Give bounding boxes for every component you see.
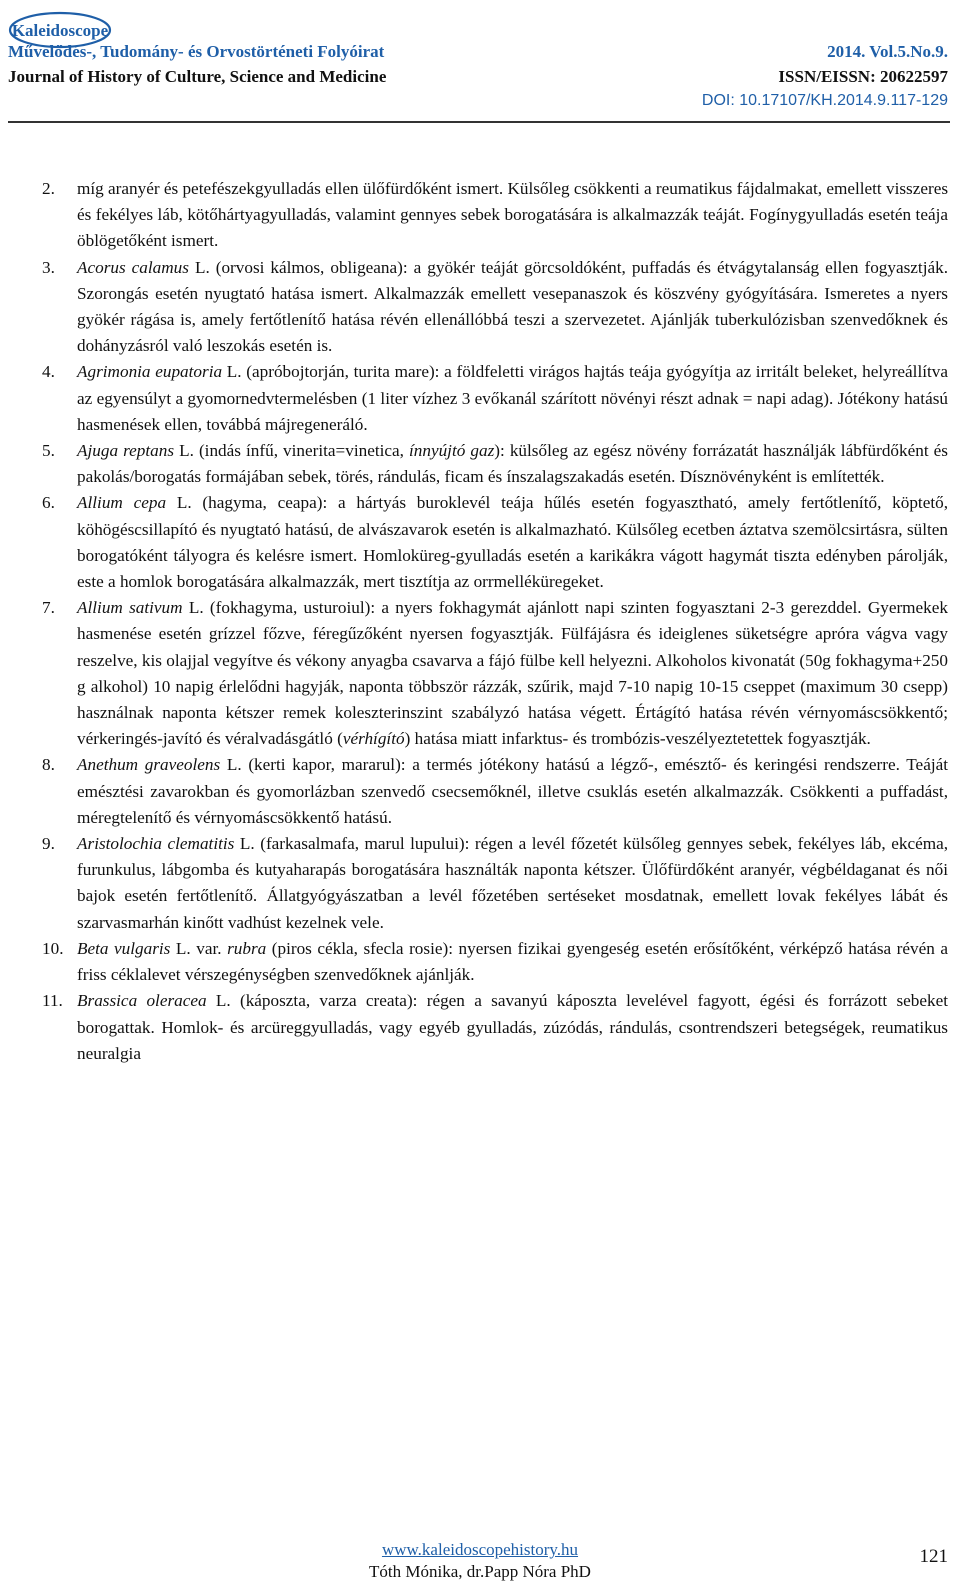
item-number: 6.	[42, 493, 55, 513]
list-item	[42, 359, 948, 438]
list-item	[42, 831, 948, 936]
doi-link[interactable]: DOI: 10.17107/KH.2014.9.117-129	[701, 92, 948, 109]
italic-term: vérhígító	[342, 729, 405, 749]
item-text: L. (kerti kapor, mararul): a termés jótékony hatású a légző-, emésztő- és keringési rendszerre. Teáját emésztési zavarokban és gyomorlázban szenvedő csecsemőknél, illetve csuklás esetén alkalmazzák. Csökkenti a puffadást, méregtelenítő és vérnyomáscsökkentő hatású.	[77, 755, 948, 827]
item-text: L. (indás ínfű, vinerita=vinetica,	[174, 441, 409, 461]
species-name: Anethum graveolens	[77, 755, 221, 775]
item-text: L. (fokhagyma, usturoiul): a nyers fokhagymát ajánlott napi szinten fogyasztani 2-3 gerezddel. Gyermekek hasmenése esetén grízzel főzve, féregűzőként nyersen fogyasztják. Fülfájásra és ideiglenes süketségre apróra vágva vagy reszelve, kis olajjal vegyítve és vékony anyagba csavarva a fájó fülbe kell helyezni. Alkoholos kivonatát (50g fokhagyma+250 g alkohol) 10 napig érlelődni hagyják, naponta többször rázzák, szűrik, majd 7-10 napig 10-15 cseppet (maximum 30 csepp) használnak naponta kétszer remek koleszterinszint szabályzó hatása végett. Értágító hatása révén vérnyomáscsökkentő; vérkeringés-javító és véralvadásgátló (	[77, 598, 948, 749]
species-name: Aristolochia clematitis	[77, 834, 235, 854]
list-item	[42, 490, 948, 595]
item-text: míg aranyér és petefészekgyulladás ellen ülőfürdőként ismert. Külsőleg csökkenti a reumatikus fájdalmakat, emellett visszeres és fekélyes láb, kötőhártyagyulladás, valamint gennyes sebek borogatására is alkalmazzák teáját. Fogínygyulladás esetén teája öblögetőként ismert.	[77, 179, 949, 251]
item-number: 8.	[42, 755, 55, 775]
item-number: 4.	[42, 362, 55, 382]
page-footer	[0, 1540, 960, 1584]
species-name: Allium cepa	[77, 493, 167, 513]
item-text: L. (farkasalmafa, marul lupului): régen a levél főzetét külsőleg gennyes sebek, fekélyes láb, ekcéma, furunkulus, lábgomba és kutyaharapás borogatására használták naponta kétszer. Ülőfürdőként aranyér, végbéldaganat és női bajok esetén fertőtlenítő. Állatgyógyászatban a levél főzetében sertéseket mosdatnak, emellett lovak fekélyes lábát és szarvasmarhán kinőtt vadhúst kezelnek vele.	[77, 834, 949, 932]
item-number: 5.	[42, 441, 55, 461]
item-text: L. var.	[170, 938, 228, 958]
journal-title-english: Journal of History of Culture, Science and Medicine	[8, 67, 387, 86]
item-text-tail: ): külsőleg az egész növény forrázatát használják lábfürdőként és pakolás/borogatás formájában sebek, törés, rándulás, ficam és ínszalagszakadás esetén. Dísznövényként is említették.	[77, 441, 948, 487]
item-number: 3.	[42, 257, 55, 277]
page-header	[0, 0, 960, 126]
species-name: Acorus calamus	[77, 257, 189, 277]
list-item	[42, 438, 948, 490]
item-number: 11.	[42, 991, 63, 1011]
list-item	[42, 988, 948, 1067]
species-name: Ajuga reptans	[77, 441, 175, 461]
article-body	[42, 176, 948, 1067]
item-text: L. (hagyma, ceapa): a hártyás buroklevél teája hűlés esetén fogyasztható, amely fertőtlenítő, köptető, köhögéscsillapító és nyugtató hatású, de alvászavarok esetén is alkalmazható. Külsőleg ecetben áztatva szemölcsirtásra, sülten borogatóként tályogra és kelésre ismert. Homloküreg-gyulladás esetén a karikákra vágott hagymát tiszta edényben párolják, este a homlok borogatására alkalmazzák, mert tisztítja az orrmelléküregeket.	[77, 493, 949, 592]
item-number: 2.	[42, 179, 55, 198]
species-name: Allium sativum	[77, 598, 183, 618]
item-text: L. (káposzta, varza creata): régen a savanyú káposzta levelével fagyott, égési és forrázott sebeket borogattak. Homlok- és arcüreggyulladás, vagy egyéb gyulladás, zúzódás, rándulás, csontrendszeri betegségek, reumatikus neuralgia	[77, 991, 948, 1063]
item-number: 9.	[42, 834, 55, 854]
species-name: Agrimonia eupatoria	[77, 362, 223, 382]
issue-info: 2014. Vol.5.No.9.	[827, 42, 948, 61]
item-number: 7.	[42, 598, 55, 618]
species-name: Beta vulgaris	[77, 938, 171, 958]
item-text-tail: (piros cékla, sfecla rosie): nyersen fizikai gyengeség esetén erősítőként, vérképző hatása révén a friss céklalevet vérszegénységben szenvedőknek ajánlják.	[77, 938, 948, 985]
list-item	[42, 936, 948, 988]
italic-term: rubra	[227, 938, 267, 958]
website-link[interactable]: www.kaleidoscopehistory.hu	[381, 1540, 579, 1559]
item-number: 10.	[42, 938, 64, 958]
list-item	[42, 752, 948, 831]
item-text: L. (apróbojtorján, turita mare): a földfeletti virágos hajtás teája gyógyítja az irritált beleket, helyreállítva az egyensúlyt a gyomornedvtermelésben (1 liter vízhez 3 evőkanál szárított növényi részt adnak = napi adag). Jótékony hatású hasmenések ellen, továbbá májregeneráló.	[77, 362, 948, 434]
list-item	[42, 176, 948, 255]
list-item	[42, 595, 948, 752]
species-name: Brassica oleracea	[77, 991, 207, 1011]
list-item	[42, 255, 948, 360]
journal-title-hungarian: Művelődés-, Tudomány- és Orvostörténeti Folyóirat	[8, 42, 385, 61]
item-text: L. (orvosi kálmos, obligeana): a gyökér teáját görcsoldóként, puffadás és étvágytalanság ellen fogyasztják. Szorongás esetén nyugtató hatása ismert. Alkalmazzák emellett vesepanaszok és köszvény gyógyítására. Ismeretes a nyers gyökér rágása is, amely fertőtlenítő hatása révén ellenállóbbá teszi a szervezetet. Ajánlják tuberkulózisban szenvedőknek és dohányzásról való leszokás esetén is.	[77, 257, 948, 356]
item-text-tail: ) hatása miatt infarktus- és trombózis-veszélyeztetettek fogyasztják.	[404, 729, 871, 749]
italic-term: ínnyújtó gaz	[409, 441, 495, 461]
logo-text: Kaleidoscope	[11, 21, 109, 40]
page-number: 121	[919, 1546, 948, 1567]
footer-authors: Tóth Mónika, dr.Papp Nóra PhD	[369, 1562, 591, 1581]
header-divider	[8, 121, 950, 123]
issn-info: ISSN/EISSN: 20622597	[778, 67, 948, 86]
